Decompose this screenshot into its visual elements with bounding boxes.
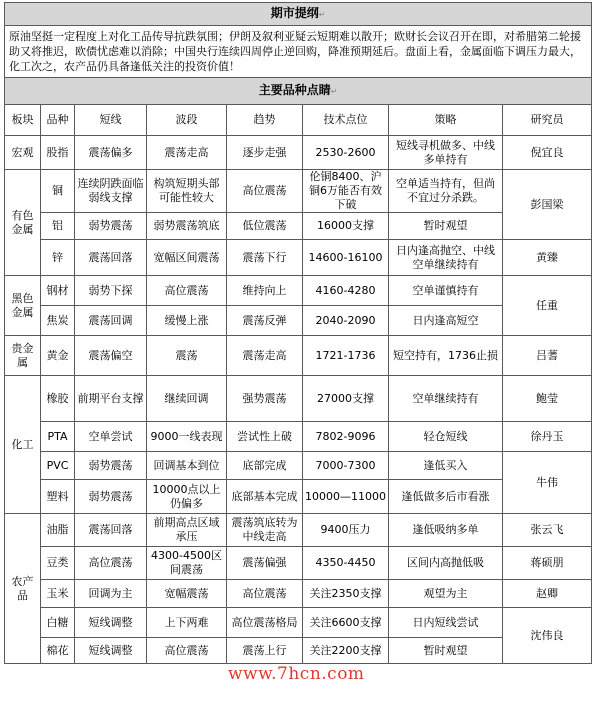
strategy-cell: 轻仓短线 [389, 422, 503, 452]
analyst-cell: 任重 [503, 276, 592, 336]
short-term-cell: 空单尝试 [75, 422, 147, 452]
header-cell: 波段 [147, 105, 227, 136]
strategy-cell: 日内逢高短空 [389, 306, 503, 336]
band-cell: 弱势震荡筑底 [147, 213, 227, 240]
strategy-cell: 日内短线尝试 [389, 608, 503, 638]
paragraph-mark-icon: ↵ [330, 87, 338, 96]
product-cell: 棉花 [41, 638, 75, 664]
analyst-cell: 鲍莹 [503, 376, 592, 422]
levels-cell: 9400压力 [303, 514, 389, 547]
header-cell: 板块 [5, 105, 41, 136]
product-cell: 玉米 [41, 580, 75, 608]
levels-cell: 14600-16100 [303, 240, 389, 276]
product-cell: 白糖 [41, 608, 75, 638]
paragraph-mark-icon: ↵ [318, 10, 326, 19]
band-cell: 继续回调 [147, 376, 227, 422]
analyst-cell: 吕蓍 [503, 336, 592, 376]
product-cell: 锌 [41, 240, 75, 276]
levels-cell: 10000—11000 [303, 480, 389, 514]
short-term-cell: 震荡回落 [75, 514, 147, 547]
analyst-cell: 彭国梁 [503, 170, 592, 240]
product-cell: 油脂 [41, 514, 75, 547]
table-row [5, 276, 592, 306]
trend-cell: 低位震荡 [227, 213, 303, 240]
levels-cell: 4160-4280 [303, 276, 389, 306]
levels-cell: 伦铜8400、沪铜6万能否有效下破 [303, 170, 389, 213]
product-cell: 钢材 [41, 276, 75, 306]
levels-cell: 16000支撑 [303, 213, 389, 240]
levels-cell: 27000支撑 [303, 376, 389, 422]
trend-cell: 震荡筑底转为中线走高 [227, 514, 303, 547]
short-term-cell: 短线调整 [75, 608, 147, 638]
strategy-cell: 区间内高抛低吸 [389, 547, 503, 580]
short-term-cell: 弱势下探 [75, 276, 147, 306]
section-title: 主要品种点睛 [258, 83, 331, 97]
levels-cell: 关注2200支撑 [303, 638, 389, 664]
analyst-cell: 徐丹玉 [503, 422, 592, 452]
short-term-cell: 弱势震荡 [75, 480, 147, 514]
band-cell: 震荡 [147, 336, 227, 376]
strategy-cell: 观望为主 [389, 580, 503, 608]
product-cell: PVC [41, 452, 75, 480]
analyst-cell: 倪宜良 [503, 136, 592, 170]
trend-cell: 震荡上行 [227, 638, 303, 664]
strategy-cell: 逢低吸纳多单 [389, 514, 503, 547]
product-cell: 焦炭 [41, 306, 75, 336]
sector-cell: 宏观 [5, 136, 41, 170]
levels-cell: 2040-2090 [303, 306, 389, 336]
sector-cell: 黑色金属 [5, 276, 41, 336]
strategy-cell: 空单谨慎持有 [389, 276, 503, 306]
sector-cell: 贵金属 [5, 336, 41, 376]
trend-cell: 尝试性上破 [227, 422, 303, 452]
table-row [5, 514, 592, 547]
strategy-cell: 暂时观望 [389, 638, 503, 664]
strategy-cell: 日内逢高抛空、中线空单继续持有 [389, 240, 503, 276]
strategy-cell: 短空持有，1736止损 [389, 336, 503, 376]
table-row [5, 547, 592, 580]
trend-cell: 维持向上 [227, 276, 303, 306]
analyst-cell: 张云飞 [503, 514, 592, 547]
trend-cell: 震荡反弹 [227, 306, 303, 336]
header-row [5, 105, 592, 136]
trend-cell: 逐步走强 [227, 136, 303, 170]
product-cell: 黄金 [41, 336, 75, 376]
band-cell: 4300-4500区间震荡 [147, 547, 227, 580]
table-row [5, 136, 592, 170]
trend-cell: 底部完成 [227, 452, 303, 480]
table-row [5, 170, 592, 213]
header-cell: 策略 [389, 105, 503, 136]
levels-cell: 7802-9096 [303, 422, 389, 452]
table-row [5, 336, 592, 376]
band-cell: 高位震荡 [147, 276, 227, 306]
band-cell: 上下两难 [147, 608, 227, 638]
sector-cell: 有色金属 [5, 170, 41, 276]
header-cell: 趋势 [227, 105, 303, 136]
sector-cell: 农产品 [5, 514, 41, 664]
short-term-cell: 回调为主 [75, 580, 147, 608]
table-row [5, 422, 592, 452]
table-row [5, 452, 592, 480]
analyst-cell: 蒋硕朋 [503, 547, 592, 580]
page-title-bar [5, 3, 592, 26]
short-term-cell: 震荡偏多 [75, 136, 147, 170]
band-cell: 构筑短期头部可能性较大 [147, 170, 227, 213]
strategy-cell: 逢低买入 [389, 452, 503, 480]
short-term-cell: 高位震荡 [75, 547, 147, 580]
trend-cell: 震荡走高 [227, 336, 303, 376]
trend-cell: 底部基本完成 [227, 480, 303, 514]
strategy-cell: 逢低做多后市看涨 [389, 480, 503, 514]
table-row [5, 376, 592, 422]
product-cell: 铜 [41, 170, 75, 213]
strategy-cell: 空单适当持有，但尚不宜过分杀跌。 [389, 170, 503, 213]
trend-cell: 震荡偏强 [227, 547, 303, 580]
band-cell: 回调基本到位 [147, 452, 227, 480]
trend-cell: 强势震荡 [227, 376, 303, 422]
strategy-cell: 空单继续持有 [389, 376, 503, 422]
product-cell: 橡胶 [41, 376, 75, 422]
short-term-cell: 弱势震荡 [75, 213, 147, 240]
header-cell: 研究员 [503, 105, 592, 136]
band-cell: 10000点以上仍偏多 [147, 480, 227, 514]
short-term-cell: 前期平台支撑 [75, 376, 147, 422]
product-cell: 铝 [41, 213, 75, 240]
strategy-cell: 暂时观望 [389, 213, 503, 240]
levels-cell: 关注6600支撑 [303, 608, 389, 638]
strategy-cell: 短线寻机做多、中线多单持有 [389, 136, 503, 170]
header-cell: 技术点位 [303, 105, 389, 136]
section-title-bar [5, 78, 592, 105]
sector-cell: 化工 [5, 376, 41, 514]
report-container [4, 2, 591, 664]
product-cell: 股指 [41, 136, 75, 170]
analyst-cell: 赵卿 [503, 580, 592, 608]
intro-paragraph: 原油坚挺一定程度上对化工品传导抗跌氛围；伊朗及叙利亚疑云短期难以散开；欧财长会议召开在即，对希腊第二轮援助又将推迟，欧债忧虑难以消除；中国央行连续四周停止逆回购，降准预期延后。盘面上看，金属面临下调压力最大，化工次之，农产品仍具备逢低关注的投资价值！ [5, 26, 592, 78]
table-row [5, 240, 592, 276]
page-title: 期市提纲 [270, 6, 319, 20]
levels-cell: 关注2350支撑 [303, 580, 389, 608]
band-cell: 9000一线表现 [147, 422, 227, 452]
analyst-cell: 黄臻 [503, 240, 592, 276]
product-cell: 塑料 [41, 480, 75, 514]
analyst-cell: 沈伟良 [503, 608, 592, 664]
trend-cell: 高位震荡 [227, 170, 303, 213]
trend-cell: 震荡下行 [227, 240, 303, 276]
trend-cell: 高位震荡格局 [227, 608, 303, 638]
band-cell: 宽幅震荡 [147, 580, 227, 608]
levels-cell: 4350-4450 [303, 547, 389, 580]
analyst-cell: 牛伟 [503, 452, 592, 514]
short-term-cell: 弱势震荡 [75, 452, 147, 480]
watermark: www.7hcn.com [228, 664, 365, 684]
table-row [5, 580, 592, 608]
short-term-cell: 震荡偏空 [75, 336, 147, 376]
short-term-cell: 连续阴跌面临弱线支撑 [75, 170, 147, 213]
short-term-cell: 短线调整 [75, 638, 147, 664]
table-row [5, 608, 592, 638]
levels-cell: 7000-7300 [303, 452, 389, 480]
band-cell: 宽幅区间震荡 [147, 240, 227, 276]
short-term-cell: 震荡回落 [75, 240, 147, 276]
band-cell: 震荡走高 [147, 136, 227, 170]
band-cell: 前期高点区域承压 [147, 514, 227, 547]
trend-cell: 高位震荡 [227, 580, 303, 608]
header-cell: 短线 [75, 105, 147, 136]
header-cell: 品种 [41, 105, 75, 136]
levels-cell: 1721-1736 [303, 336, 389, 376]
levels-cell: 2530-2600 [303, 136, 389, 170]
product-cell: 豆类 [41, 547, 75, 580]
outline-table [4, 2, 592, 664]
band-cell: 高位震荡 [147, 638, 227, 664]
short-term-cell: 震荡回调 [75, 306, 147, 336]
product-cell: PTA [41, 422, 75, 452]
band-cell: 缓慢上涨 [147, 306, 227, 336]
